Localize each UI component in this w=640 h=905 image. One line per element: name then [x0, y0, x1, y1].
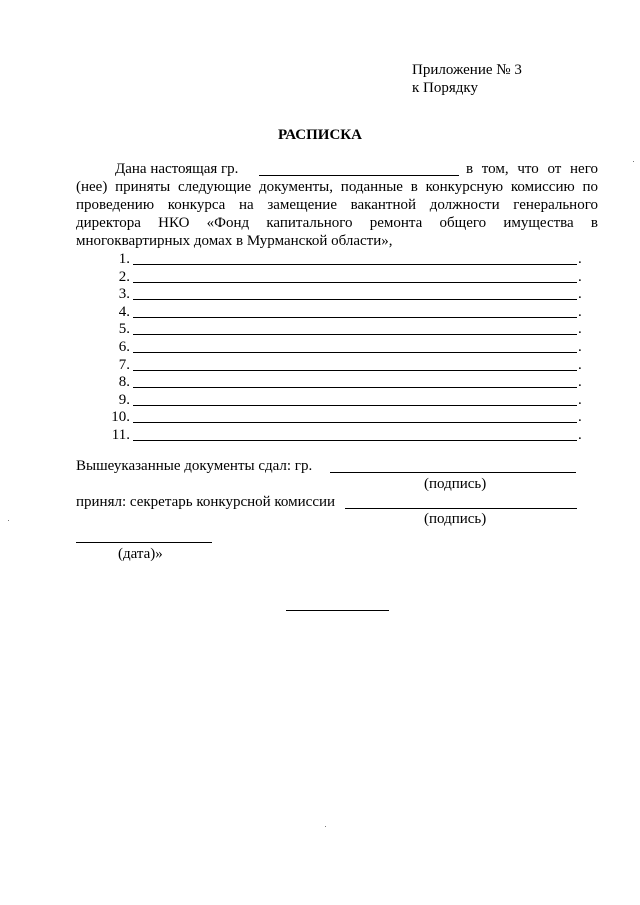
- received-label: принял: секретарь конкурсной комиссии: [76, 494, 336, 510]
- item-end-period: .: [578, 269, 582, 285]
- item-number: 11.: [111, 427, 130, 443]
- item-blank-line: [133, 370, 577, 371]
- handed-label: Вышеуказанные документы сдал: гр.: [76, 458, 313, 474]
- received-signature-line: [345, 508, 577, 509]
- item-end-period: .: [578, 304, 582, 320]
- item-end-period: .: [578, 251, 582, 267]
- intro-line-2: (нее) приняты следующие документы, поданные в конкурсную комиссию по: [76, 179, 598, 195]
- intro-start: Дана настоящая гр.: [115, 161, 239, 177]
- item-number: 5.: [118, 321, 130, 337]
- item-end-period: .: [578, 409, 582, 425]
- received-signature-caption: (подпись): [424, 511, 487, 527]
- closing-separator: [286, 610, 389, 611]
- item-blank-line: [133, 264, 577, 265]
- item-number: 1.: [118, 251, 130, 267]
- item-blank-line: [133, 282, 577, 283]
- item-blank-line: [133, 422, 577, 423]
- item-number: 2.: [118, 269, 130, 285]
- item-number: 3.: [118, 286, 130, 302]
- item-blank-line: [133, 405, 577, 406]
- handed-signature-caption: (подпись): [424, 476, 487, 492]
- handed-signature-line: [330, 472, 576, 473]
- item-blank-line: [133, 352, 577, 353]
- appendix-reference: к Порядку: [412, 80, 478, 96]
- scan-speck: [8, 520, 9, 521]
- item-end-period: .: [578, 321, 582, 337]
- name-blank-line: [259, 175, 459, 176]
- item-blank-line: [133, 317, 577, 318]
- document-title: РАСПИСКА: [277, 127, 363, 143]
- intro-line-5: многоквартирных домах в Мурманской области»,: [76, 233, 393, 249]
- item-end-period: .: [578, 392, 582, 408]
- date-caption: (дата)»: [118, 546, 163, 562]
- item-number: 9.: [118, 392, 130, 408]
- item-blank-line: [133, 334, 577, 335]
- item-end-period: .: [578, 357, 582, 373]
- intro-end: в том, что от него: [466, 161, 598, 177]
- item-number: 10.: [111, 409, 130, 425]
- intro-line-4: директора НКО «Фонд капитального ремонта общего имущества в: [76, 215, 598, 231]
- item-end-period: .: [578, 374, 582, 390]
- item-number: 6.: [118, 339, 130, 355]
- item-end-period: .: [578, 286, 582, 302]
- intro-line-3: проведению конкурса на замещение вакантной должности генерального: [76, 197, 598, 213]
- item-number: 4.: [118, 304, 130, 320]
- scan-speck: [325, 826, 326, 827]
- item-blank-line: [133, 387, 577, 388]
- item-end-period: .: [578, 339, 582, 355]
- scan-speck: [633, 161, 634, 162]
- date-line: [76, 542, 212, 543]
- appendix-number: Приложение № 3: [412, 62, 522, 78]
- item-blank-line: [133, 440, 577, 441]
- item-number: 8.: [118, 374, 130, 390]
- item-end-period: .: [578, 427, 582, 443]
- item-blank-line: [133, 299, 577, 300]
- item-number: 7.: [118, 357, 130, 373]
